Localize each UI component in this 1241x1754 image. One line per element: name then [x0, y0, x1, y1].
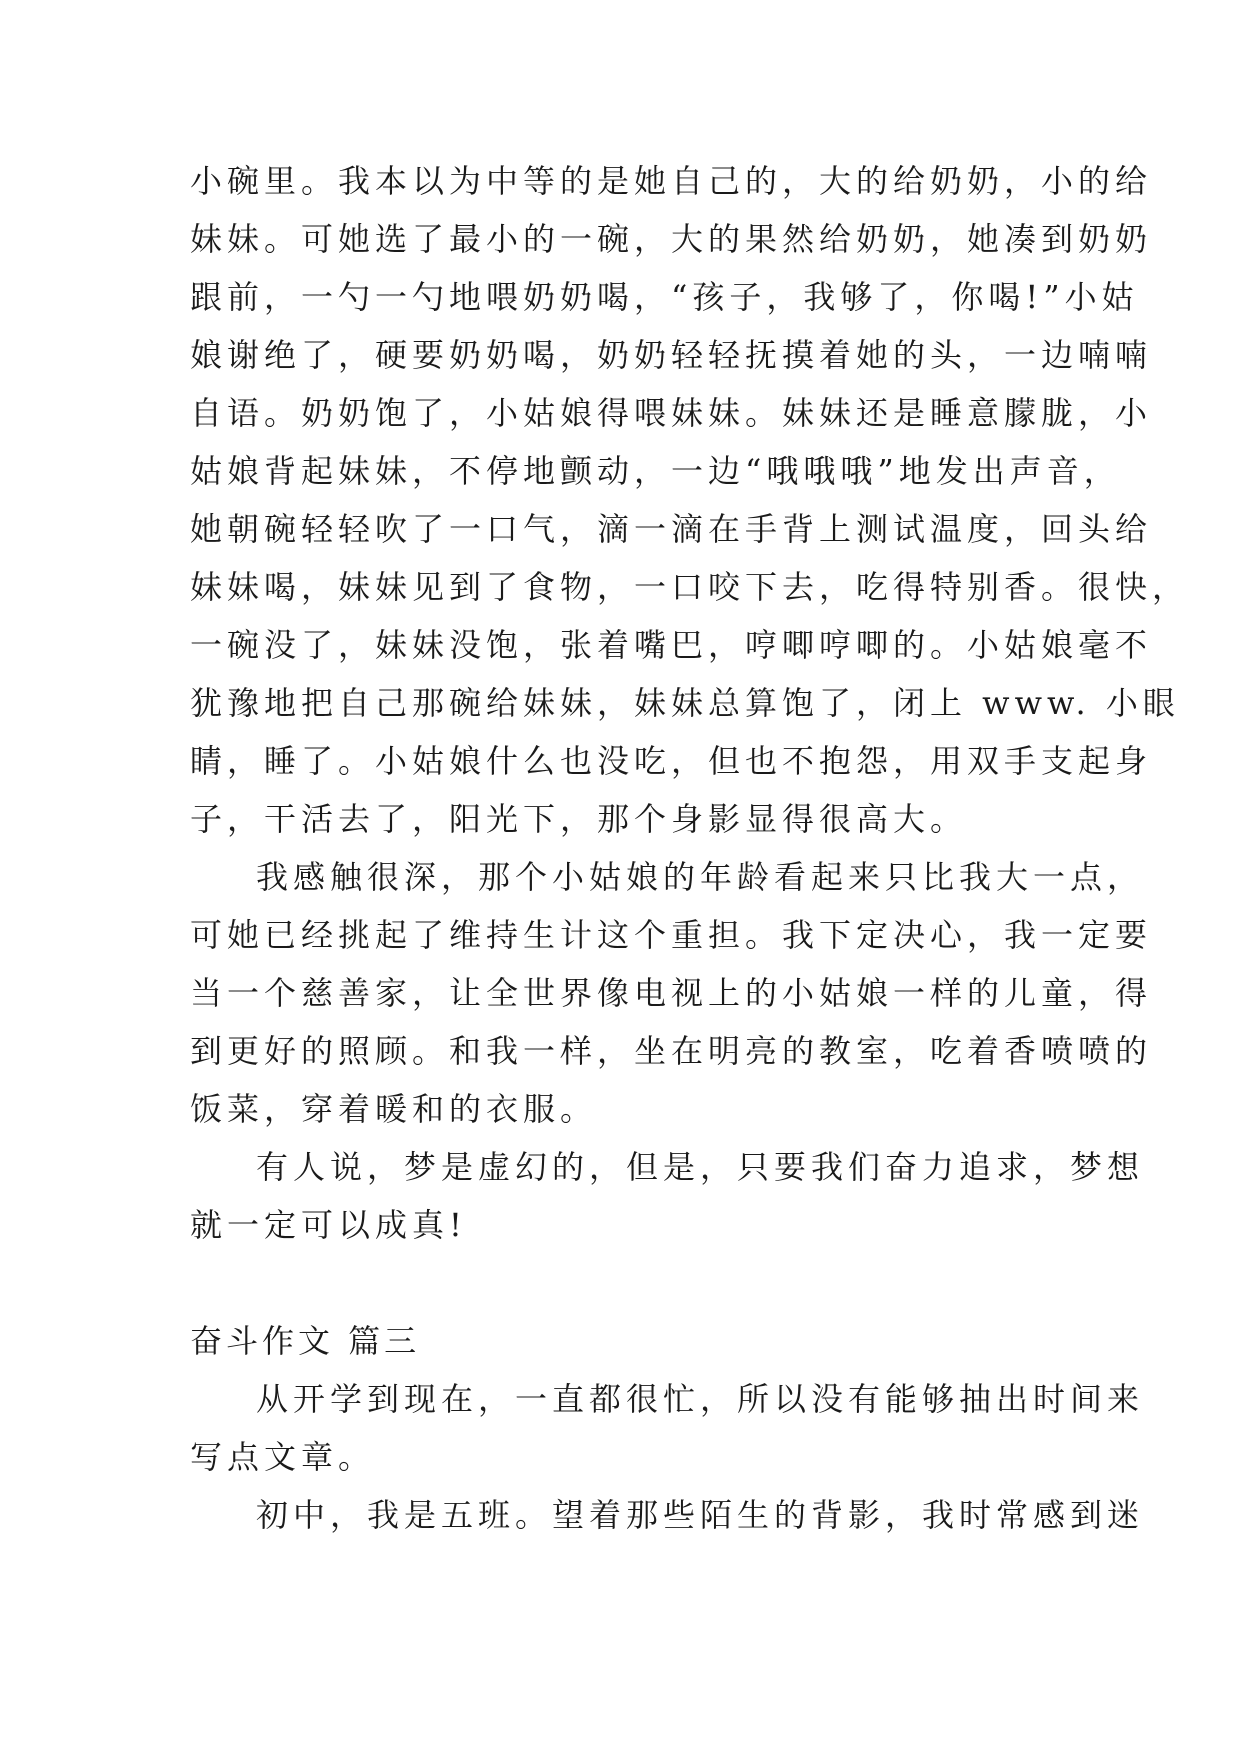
- paragraph-4: [190, 1370, 1145, 1486]
- text-line: 到更好的照顾。和我一样，坐在明亮的教室，吃着香喷喷的: [190, 1032, 1153, 1070]
- text-line: 妹妹喝，妹妹见到了食物，一口咬下去，吃得特别香。很快，: [190, 568, 1190, 606]
- section-heading: 奋斗作文 篇三: [190, 1322, 421, 1360]
- text-line: 饭菜，穿着暖和的衣服。: [190, 1090, 598, 1128]
- text-line: 小碗里。我本以为中等的是她自己的，大的给奶奶，小的给: [190, 162, 1153, 200]
- document-body: [190, 152, 1190, 1544]
- text-line: 初中，我是五班。望着那些陌生的背影，我时常感到迷: [256, 1496, 1145, 1534]
- text-line: 一碗没了，妹妹没饱，张着嘴巴，哼唧哼唧的。小姑娘毫不: [190, 626, 1153, 664]
- text-line: 跟前，一勺一勺地喂奶奶喝，“孩子，我够了，你喝!”小姑: [190, 278, 1139, 316]
- blank-line: [190, 1254, 1052, 1312]
- text-line: 妹妹。可她选了最小的一碗，大的果然给奶奶，她凑到奶奶: [190, 220, 1153, 258]
- paragraph-3: [190, 1138, 1145, 1254]
- text-line: 睛，睡了。小姑娘什么也没吃，但也不抱怨，用双手支起身: [190, 742, 1153, 780]
- text-line: 当一个慈善家，让全世界像电视上的小姑娘一样的儿童，得: [190, 974, 1153, 1012]
- text-line: 她朝碗轻轻吹了一口气，滴一滴在手背上测试温度，回头给: [190, 510, 1153, 548]
- text-line: 姑娘背起妹妹，不停地颤动，一边“哦哦哦”地发出声音，: [190, 452, 1121, 490]
- text-line: 自语。奶奶饱了，小姑娘得喂妹妹。妹妹还是睡意朦胧，小: [190, 394, 1153, 432]
- paragraph-5: [190, 1486, 1145, 1544]
- text-line: 我感触很深，那个小姑娘的年龄看起来只比我大一点，: [256, 858, 1145, 896]
- text-line: 写点文章。: [190, 1438, 376, 1476]
- paragraph-1: [190, 152, 1190, 848]
- text-line: 从开学到现在，一直都很忙，所以没有能够抽出时间来: [256, 1380, 1145, 1418]
- text-line: 可她已经挑起了维持生计这个重担。我下定决心，我一定要: [190, 916, 1153, 954]
- text-line: 娘谢绝了，硬要奶奶喝，奶奶轻轻抚摸着她的头，一边喃喃: [190, 336, 1153, 374]
- text-line: 犹豫地把自己那碗给妹妹，妹妹总算饱了，闭上 www. 小眼: [190, 684, 1180, 722]
- text-line: 子，干活去了，阳光下，那个身影显得很高大。: [190, 800, 968, 838]
- paragraph-2: [190, 848, 1153, 1138]
- text-line: 就一定可以成真!: [190, 1206, 467, 1244]
- text-line: 有人说，梦是虚幻的，但是，只要我们奋力追求，梦想: [256, 1148, 1145, 1186]
